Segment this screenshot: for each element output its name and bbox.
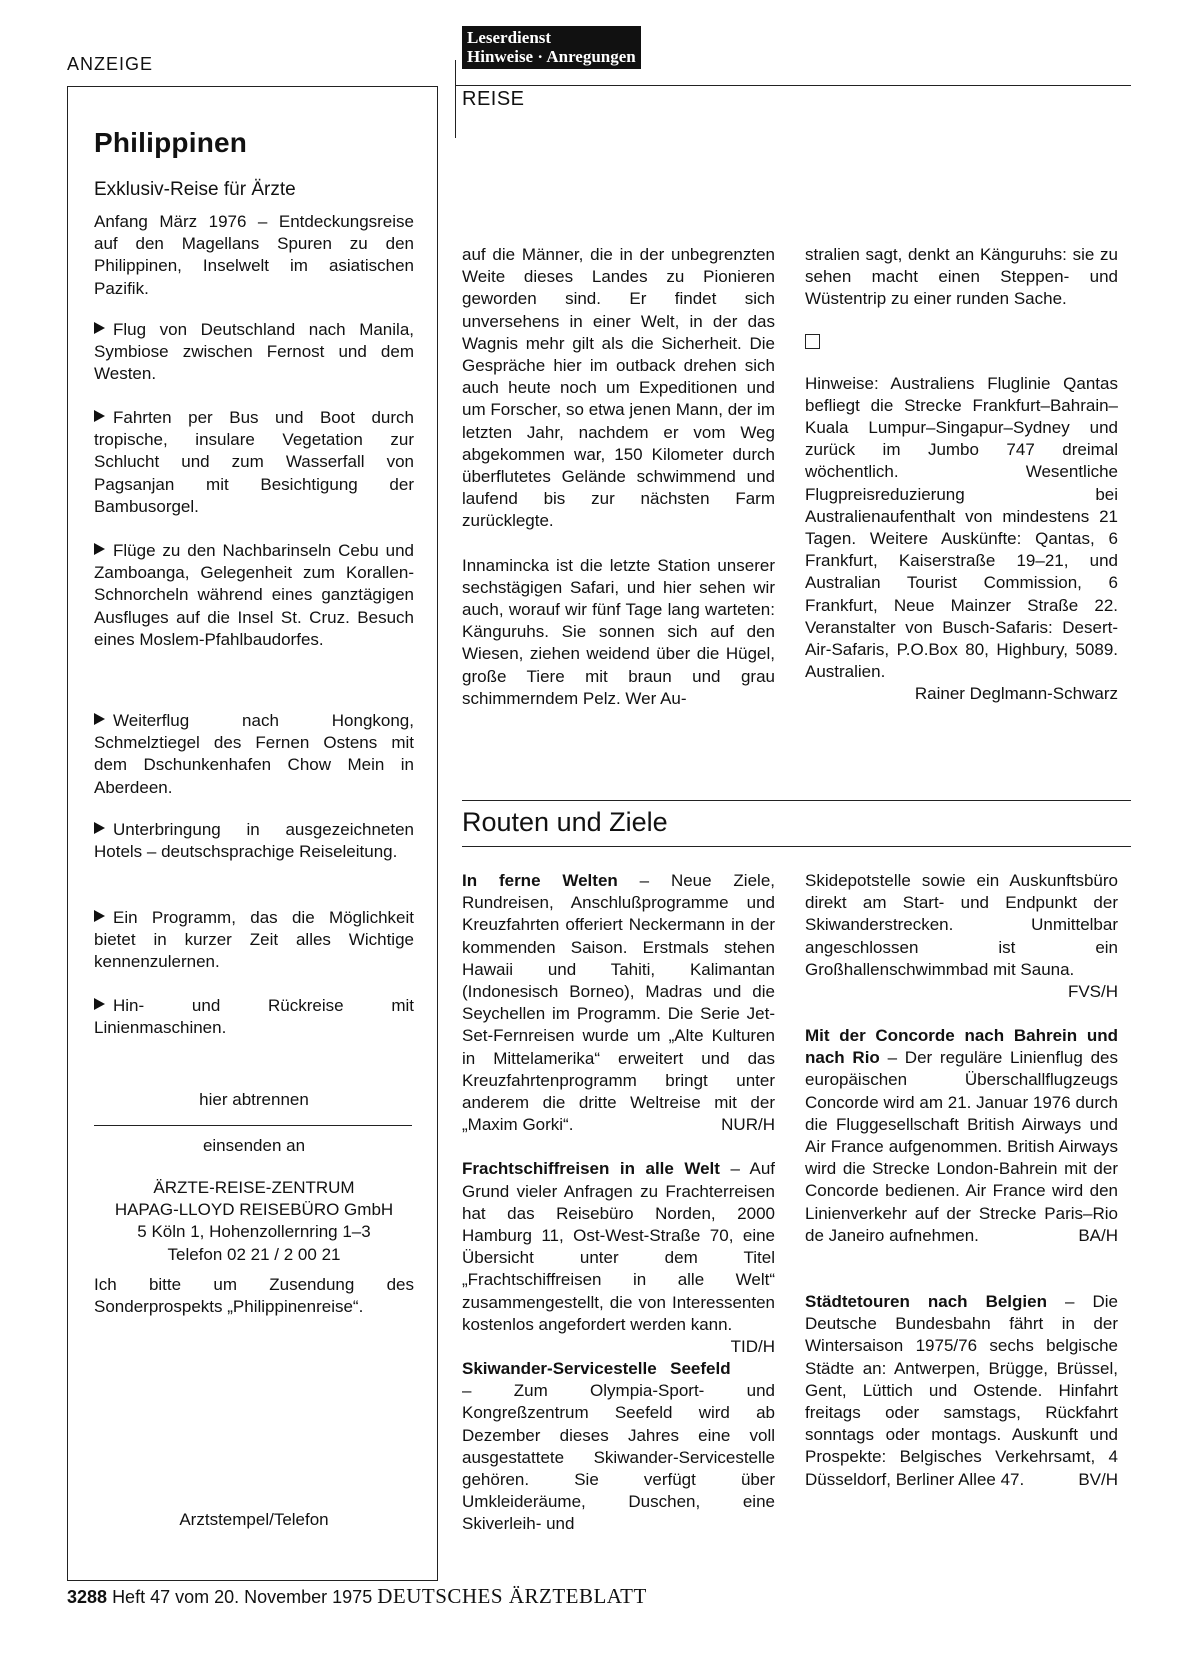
ad-bullet: Ein Programm, das die Möglichkeit bietet in kurzer Zeit alles Wichtige kennenzulernen. bbox=[94, 908, 414, 972]
article-column-1 bbox=[462, 244, 775, 710]
ad-subtitle: Exklusiv-Reise für Ärzte bbox=[94, 179, 296, 200]
cut-here-text: hier abtrennen bbox=[199, 1090, 309, 1109]
request-text: Ich bitte um Zusendung des Sonderprospekts „Philippinenreise“. bbox=[94, 1275, 414, 1317]
page-footer bbox=[67, 1584, 647, 1609]
routen-item: In ferne Welten – Neue Ziele, Rundreisen, Anschlußprogramme und Kreuzfahrten offeriert Neckermann in der kommenden Saison. Erstmals stehen Hawaii und Tahiti, Kalimantan (Indonesisch Borneo), Madras und die Seychellen im Programm. Die Serie Jet-Set-Fernreisen wurde um „Alte Kulturen in Mittelamerika“ erweitert und das Kreuzfahrtenprogramm bringt unter anderem die dritte Weltreise mit der „Maxim Gorki“. NUR/H bbox=[462, 871, 775, 1135]
hinweise-paragraph: Hinweise: Australiens Fluglinie Qantas befliegt die Strecke Frankfurt–Bahrain–Kuala Lumpur–Singapur–Sydney und zurück im Jumbo 747 dreimal wöchentlich. Wesentliche Flugpreisreduzierung bei Australienaufenthalt von mindestens 21 Tagen. Weitere Auskünfte: Qantas, 6 Frankfurt, Kaiserstraße 19–21, und Australian Tourist Commission, 6 Frankfurt, Neue Mainzer Straße 22. Veranstalter von Busch-Safaris: Desert-Air-Safaris, P.O.Box 80, Highbury, 5089. Australien. bbox=[805, 373, 1118, 682]
ad-bullet: Unterbringung in ausgezeichneten Hotels – deutschsprachige Reiseleitung. bbox=[94, 820, 414, 862]
routen-top-rule bbox=[462, 800, 1131, 801]
end-mark-box-icon bbox=[805, 334, 820, 349]
triangle-bullet-icon bbox=[94, 910, 105, 922]
routen-column-1 bbox=[462, 870, 775, 1536]
header-vertical-rule bbox=[455, 60, 456, 138]
routen-item: Frachtschiffreisen in alle Welt – Auf Grund vieler Anfragen zu Frachterreisen hat das Reisebüro Norden, 2000 Hamburg 11, Ost-West-Straße 70, eine Übersicht unter dem Titel „Frachtschiffreisen in alle Welt“ zusammengestellt, die von Interessenten kostenlos angefordert werden kann. TID/H bbox=[462, 1159, 776, 1357]
issue-info: Heft 47 vom 20. November 1975 bbox=[112, 1587, 373, 1607]
ad-bullet: Hin- und Rückreise mit Linienmaschinen. bbox=[94, 996, 414, 1038]
routen-item: Mit der Concorde nach Bahrein und nach Rio – Der reguläre Linienflug des europäischen Überschallflugzeugs Concorde wird am 21. Januar 1976 durch die Fluggesellschaft British Airways und Air France aufgenommen. British Airways wird die Strecke London-Bahrein mit der Concorde bedienen. Air France wird den Linienverkehr auf der Strecke Paris–Rio de Janeiro aufnehmen. BA/H bbox=[805, 1026, 1118, 1245]
section-title: REISE bbox=[462, 88, 525, 110]
article-paragraph: stralien sagt, denkt an Känguruhs: sie zu sehen macht einen Steppen- und Wüstentrip zu einer runden Sache. bbox=[805, 245, 1118, 309]
journal-name: DEUTSCHES ÄRZTEBLATT bbox=[377, 1584, 647, 1608]
triangle-bullet-icon bbox=[94, 543, 105, 555]
header-rule bbox=[455, 85, 1131, 86]
article-paragraph: auf die Männer, die in der unbegrenzten Weite dieses Landes zu Pionieren geworden sind. Er findet sich unversehens in einer Welt, in der das Wagnis mehr gilt als die Sicherheit. Die Gespräche hier im outback drehen sich auch heute noch um Expeditionen und um Forscher, so etwa jenen Mann, der im letzten Jahr, nachdem er vom Weg abgekommen war, 150 Kilometer durch überflutetes Gelände schwimmend und laufend bis zur nächsten Farm zurücklegte. bbox=[462, 245, 775, 531]
author-name: Rainer Deglmann-Schwarz bbox=[914, 684, 1118, 704]
article-column-2 bbox=[805, 244, 1118, 706]
triangle-bullet-icon bbox=[94, 822, 105, 834]
triangle-bullet-icon bbox=[94, 713, 105, 725]
ad-bullet: Flüge zu den Nachbarinseln Cebu und Zamboanga, Gelegenheit zum Korallen-Schnorcheln während eines ganztägigen Ausfluges auf die Insel St. Cruz. Besuch eines Moslem-Pfahlbaudorfes. bbox=[94, 541, 414, 649]
ad-intro: Anfang März 1976 – Entdeckungsreise auf den Magellans Spuren zu den Philippinen, Inselwelt im asiatischen Pazifik. bbox=[94, 212, 414, 298]
ad-bullet: Weiterflug nach Hongkong, Schmelztiegel des Fernen Ostens mit dem Dschunkenhafen Chow Mein in Aberdeen. bbox=[94, 711, 414, 797]
triangle-bullet-icon bbox=[94, 998, 105, 1010]
ad-title: Philippinen bbox=[94, 127, 248, 158]
routen-column-2 bbox=[805, 870, 1118, 1491]
cut-line bbox=[94, 1125, 412, 1126]
ad-label: ANZEIGE bbox=[67, 54, 154, 74]
ad-bullet: Flug von Deutschland nach Manila, Symbiose zwischen Fernost und dem Westen. bbox=[94, 320, 414, 384]
triangle-bullet-icon bbox=[94, 322, 105, 334]
ad-address: ÄRZTE-REISE-ZENTRUM HAPAG-LLOYD REISEBÜRO GmbH 5 Köln 1, Hohenzollernring 1–3 Telefon 02 21 / 2 00 21 bbox=[114, 1178, 394, 1264]
routen-item-continued: Skidepotstelle sowie ein Auskunftsbüro direkt am Start- und Endpunkt der Skiwanderstrecken. Unmittelbar angeschlossen ist ein Großhallenschwimmbad mit Sauna. FVS/H bbox=[805, 871, 1118, 1002]
page-number: 3288 bbox=[67, 1587, 108, 1607]
routen-bottom-rule bbox=[462, 846, 1131, 847]
article-paragraph: Innamincka ist die letzte Station unserer sechstägigen Safari, und hier sehen wir auch, worauf wir fünf Tage lang warteten: Känguruhs. Sie sonnen sich auf den Wiesen, ziehen weidend über die Hügel, große Tiere mit braun und grau schimmerndem Pelz. Wer Au- bbox=[462, 555, 775, 708]
send-to-text: einsenden an bbox=[202, 1136, 306, 1155]
triangle-bullet-icon bbox=[94, 410, 105, 422]
stamp-field-label: Arztstempel/Telefon bbox=[179, 1510, 329, 1529]
routen-item: Skiwander-Servicestelle Seefeld – Zum Olympia-Sport- und Kongreßzentrum Seefeld wird ab Dezember dieses Jahres eine voll ausgestattete Skiwander-Servicestelle gehören. Sie verfügt über Umkleideräume, Duschen, eine Skiverleih- und bbox=[462, 1359, 775, 1534]
advertisement-box bbox=[67, 86, 438, 1581]
routen-item: Städtetouren nach Belgien – Die Deutsche Bundesbahn fährt in der Wintersaison 1975/76 sechs belgische Städte an: Antwerpen, Brügge, Brüssel, Gent, Lüttich und Ostende. Hinfahrt freitags oder samstags, Rückfahrt sonntags oder montags. Auskunft und Prospekte: Belgisches Verkehrsamt, 4 Düsseldorf, Berliner Allee 47. BV/H bbox=[805, 1292, 1118, 1489]
leserdienst-header: Leserdienst Hinweise · Anregungen bbox=[462, 26, 641, 69]
routen-title: Routen und Ziele bbox=[462, 807, 668, 837]
ad-bullet: Fahrten per Bus und Boot durch tropische, insulare Vegetation zur Schlucht und zum Wasserfall von Pagsanjan mit Besichtigung der Bambusorgel. bbox=[94, 408, 414, 516]
